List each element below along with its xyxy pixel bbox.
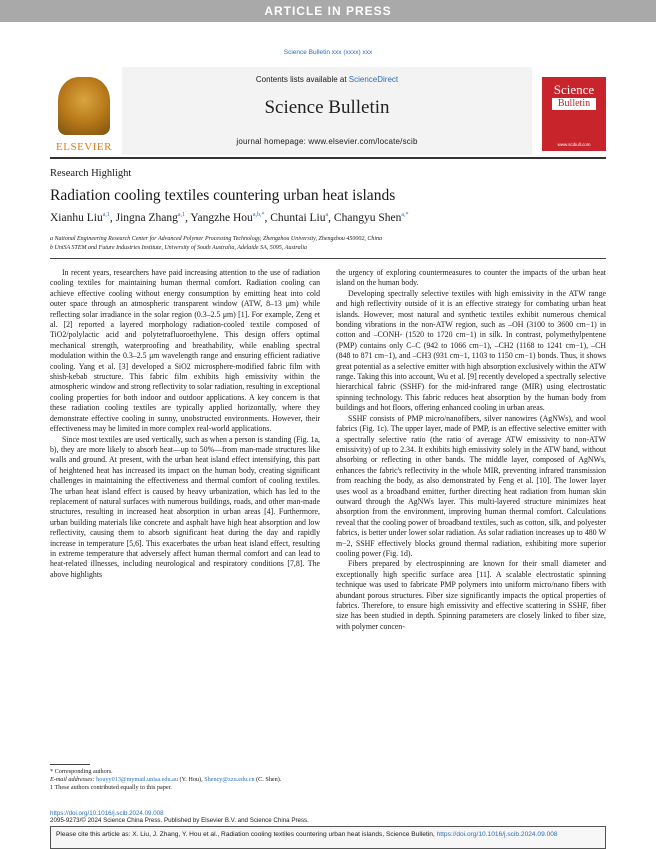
article-title: Radiation cooling textiles countering urban heat islands [50,187,396,204]
paragraph: Since most textiles are used vertically, such as when a person is standing (Fig. 1a, b), they are more likely to absorb heat—up to 50%—from man-made structures like walls and ground. At present, with the urban heat island effect intensifying, this part of heightened heat has increased its impact on the human body, creating significant challenges in maintaining the effectiveness and thermal comfort of cooling textiles. The urban heat island effect is caused by heavy urbanization, which has led to the replacement of natural surfaces with numerous buildings, roads, and other man-made structures, resulting in increased heat absorption in urban areas [4]. Furthermore, urban building materials like concrete and asphalt have high heat absorption and low reflectivity, causing them to absorb significant heat during the day and rapidly increase in temperature [5,6]. This exacerbates the urban heat island effect, resulting in extreme temperature that adversely affect human thermal comfort and can lead to heat-related illnesses, including neurological and respiratory conditions [7,8]. The above highlights [50,434,320,579]
journal-header [50,67,606,155]
author-affiliation-marker[interactable]: a,b,* [252,212,265,219]
sciencedirect-link[interactable]: ScienceDirect [348,75,399,84]
paragraph: the urgency of exploring countermeasures to counter the impacts of the urban heat island on the human body. [336,268,606,288]
email-owner-shen: (C. Shen). [254,776,282,783]
copyright-text: 2095-9273/© 2024 Science China Press. Published by Elsevier B.V. and Science China Press. [50,817,309,824]
paragraph: Developing spectrally selective textiles with high emissivity in the ATW range and high reflectivity outside of it is an effective strategy for combating urban heat islands. However, most natural and synthetic textiles exhibit numerous chemical bonding vibrations in the non-ATW region, such as –OH (3100 to 3600 cm−1) in cotton and –CONH- (1520 to 1720 cm−1) in silk. In contrast, polymethylpentene (PMP) contains only C–C (942 to 1066 cm−1), –CH2 (1168 to 1241 cm−1), –CH (848 to 871 cm−1), and –CH3 (931 cm−1, 1103 to 1150 cm−1) bonds. Thus, it shows great potential as a selective emitter with high absorption exclusively within the ATW range. Taking this into account, Wu et al. [9] recently developed a spectrally selective hierarchical fabric (SSHF) for the mid-infrared range (MIR) using electrostatic spinning technology. This fabric reduces heat absorption by the human body from buildings and hot floors, offering enhanced cooling in urban areas. [336,288,606,413]
affiliation-b: b UniSA STEM and Future Industries Institute, University of South Australia, Adelaide SA, 5095, Australia [50,245,307,251]
paragraph: SSHF consists of PMP micro/nanofibers, silver nanowires (AgNWs), and wool fabrics (Fig. 1c). The upper layer, made of PMP, is an effective selective emitter with a spectrally selective ratio (the ratio of average ATW emissivity to non-ATW emissivity) of up to 2.34. It exhibits high emissivity solely in the ATW band, without absorbing or reflecting in other bands. The middle layer, composed of AgNWs, enhances the fabric's reflectivity in the whole MIR, preventing infrared transmission from reaching the body, as also demonstrated by Feng et al. [10]. The lower layer uses wool as a broadband emitter, further directing heat radiation from human skin outward through the AgNWs layer. This multi-layered structure minimizes heat absorption from the environment, improving human thermal comfort. Calculations reveal that the cooling power of broadband textiles, such as cotton, silk, and polyester fabrics, is better under lower solar radiation. As solar radiation increases up to 480 W m−2, SSHF effectively blocks ground thermal radiation, exhibiting more superior cooling power (Fig. 1d). [336,413,606,558]
citation-text: Please cite this article as: X. Liu, J. Zhang, Y. Hou et al., Radiation cooling textiles countering urban heat islands, Science Bulletin, [56,831,437,838]
equal-contribution-note: 1 These authors contributed equally to this paper. [50,784,172,791]
elsevier-logo [50,77,118,151]
author-name: Changyu Shen [333,212,402,224]
author-separator: , [264,212,271,224]
elsevier-wordmark: ELSEVIER [56,141,112,153]
citation-box [50,826,606,849]
affiliation-rule [50,258,606,259]
email-link-shen[interactable]: Shency@zzu.edu.cn [204,776,255,783]
contents-line [122,75,532,84]
article-type: Research Highlight [50,168,132,179]
author-name: Chuntai Liu [270,212,326,224]
journal-name: Science Bulletin [264,97,390,118]
right-column [336,268,606,632]
footnotes [50,768,320,792]
author-separator: , [328,212,334,224]
author-name: Yangzhe Hou [190,212,253,224]
author-affiliation-marker[interactable]: a,* [401,212,409,219]
left-column [50,268,320,580]
article-in-press-banner: ARTICLE IN PRESS [0,0,656,22]
affiliation-a: a National Engineering Research Center for Advanced Polymer Processing Technology, Zhengzhou University, Zhengzhou 450002, China [50,236,383,242]
email-owner-hou: (Y. Hou), [178,776,205,783]
corresponding-note: * Corresponding authors. [50,768,113,775]
elsevier-tree-icon [58,77,110,135]
email-prefix: E-mail addresses: [50,776,97,783]
cover-title-2: Bulletin [552,98,596,110]
author-separator: , [109,212,116,224]
copyright-line [50,817,309,825]
author-affiliation-marker[interactable]: a,1 [102,212,110,219]
header-rule [50,157,606,159]
email-note [50,776,320,784]
journal-cover [542,77,606,151]
footnote-rule [50,764,90,765]
journal-homepage[interactable]: journal homepage: www.elsevier.com/locate/scib [236,137,418,146]
contents-prefix: Contents lists available at [255,75,349,84]
author-affiliation-marker[interactable]: a [325,212,329,219]
journal-reference-line[interactable]: Science Bulletin xxx (xxxx) xxx [283,49,373,56]
email-link-hou[interactable]: houyy013@mymail.unisa.edu.au [96,776,178,783]
paragraph: In recent years, researchers have paid increasing attention to the use of radiation cooling textiles for maintaining human thermal comfort. Radiation cooling can achieve effective cooling without energy consumption by emitting heat into cold outer space through an atmospheric transparent window (ATW, 8–13 μm) while reflecting solar irradiance in the solar region (0.3–2.5 μm) [1]. For example, Zeng et al. [2] reported a layered morphology radiation-cooled textile composed of TiO2/polylactic acid and polytetrafluoroethylene. This design offers optimal mechanical strength, waterproofing and breathability, while enabling spectral modulation within the 0.3–2.5 μm wavelength range and ensuring efficient radiative cooling. Yang et al. [3] developed a SiO2 microsphere-modified fabric film with shish-kebab structure. This fabric film exhibits high emissivity within the atmospheric window and strong reflectivity to solar radiation, resulting in exceptional cooling properties for both indoor and outdoor applications. A key concern is that these radiation cooling textiles are typically applied horizontally, where they demonstrate effective cooling in sunny, unobstructed environments. However, their effectiveness may be limited in more complex real-world applications. [50,268,320,434]
cover-title-1: Science [553,82,595,97]
author-affiliation-marker[interactable]: a,1 [177,212,186,219]
doi-link[interactable]: https://doi.org/10.1016/j.scib.2024.09.008 [50,810,164,817]
cover-url: www.scibull.com [557,142,591,147]
author-separator: , [185,212,191,224]
author-list [50,212,409,224]
paragraph: Fibers prepared by electrospinning are known for their small diameter and exceptionally high specific surface area [11]. A scalable electrostatic spinning technique was used to fabricate PMP polymers into uniform micro/nano fibers with abundant porous structures. Fiber size significantly impacts the optical properties of fabrics. Therefore, to ensure high emissivity and effective scattering in SSHF, fiber size has been studied in depth. Spinning parameters are closely linked to fiber size, with polymer concen- [336,559,606,631]
author-name: Jingna Zhang [115,212,178,224]
author-name: Xianhu Liu [50,212,103,224]
header-center [122,67,532,155]
citation-doi-link[interactable]: https://doi.org/10.1016/j.scib.2024.09.008 [436,831,558,838]
